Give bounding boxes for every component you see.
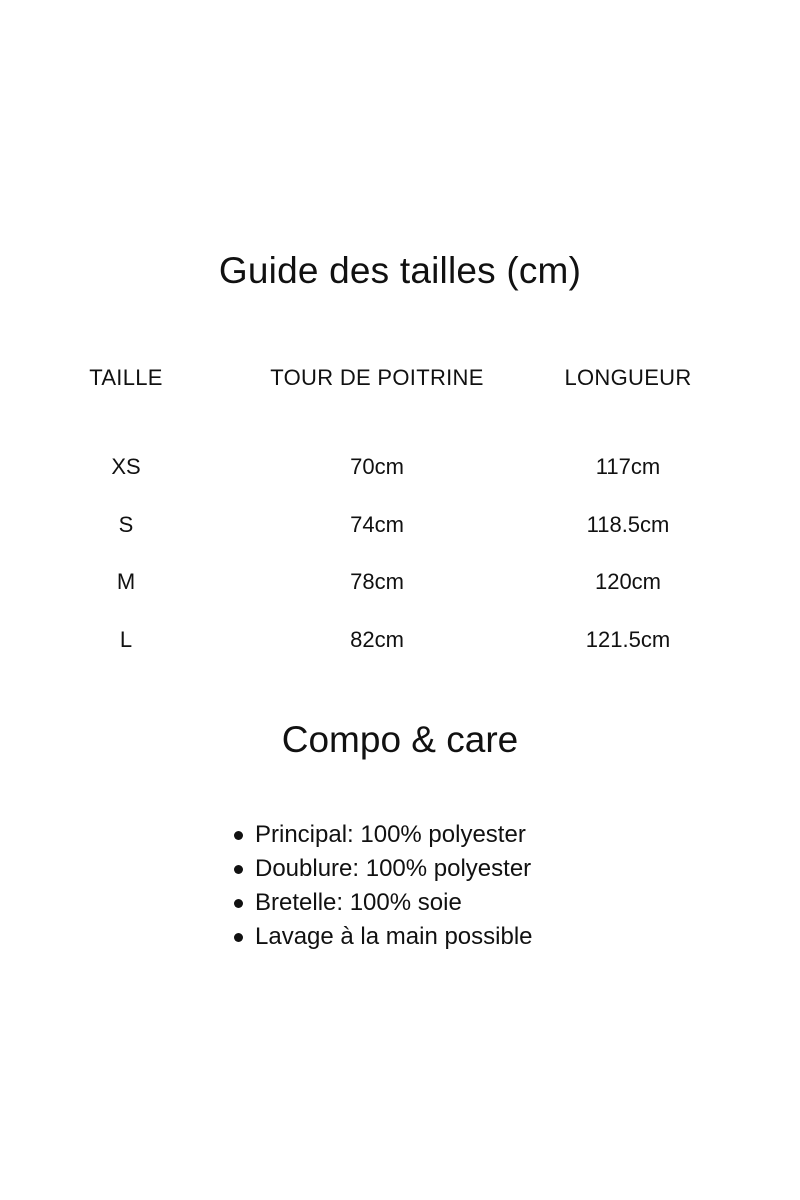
table-cell-chest: 74cm	[350, 512, 404, 537]
care-item-text: Bretelle: 100% soie	[255, 889, 462, 916]
table-cell-length: 121.5cm	[585, 627, 671, 652]
care-item-text: Principal: 100% polyester	[255, 821, 526, 848]
table-cell-length: 117cm	[595, 454, 661, 479]
care-list-item	[232, 886, 533, 920]
table-cell-size: S	[118, 512, 134, 537]
table-cell-chest: 82cm	[350, 627, 404, 652]
care-item-text: Doublure: 100% polyester	[255, 855, 532, 882]
bullet-icon	[234, 933, 243, 942]
table-header-chest: TOUR DE POITRINE	[270, 365, 484, 390]
table-cell-chest: 70cm	[350, 454, 404, 479]
care-list-item	[232, 920, 533, 954]
care-list-item	[232, 852, 533, 886]
care-list	[232, 818, 533, 954]
bullet-icon	[234, 899, 243, 908]
table-cell-length: 120cm	[594, 569, 662, 594]
table-cell-chest: 78cm	[350, 569, 404, 594]
page-title: Guide des tailles (cm)	[218, 250, 582, 291]
care-item-text: Lavage à la main possible	[255, 923, 533, 950]
care-section-title: Compo & care	[281, 719, 519, 760]
care-list-item	[232, 818, 533, 852]
table-cell-size: M	[116, 569, 136, 594]
table-header-size: TAILLE	[89, 365, 163, 390]
bullet-icon	[234, 831, 243, 840]
table-cell-size: L	[119, 627, 133, 652]
table-cell-size: XS	[111, 454, 141, 479]
bullet-icon	[234, 865, 243, 874]
table-header-length: LONGUEUR	[564, 365, 692, 390]
table-cell-length: 118.5cm	[586, 512, 670, 537]
